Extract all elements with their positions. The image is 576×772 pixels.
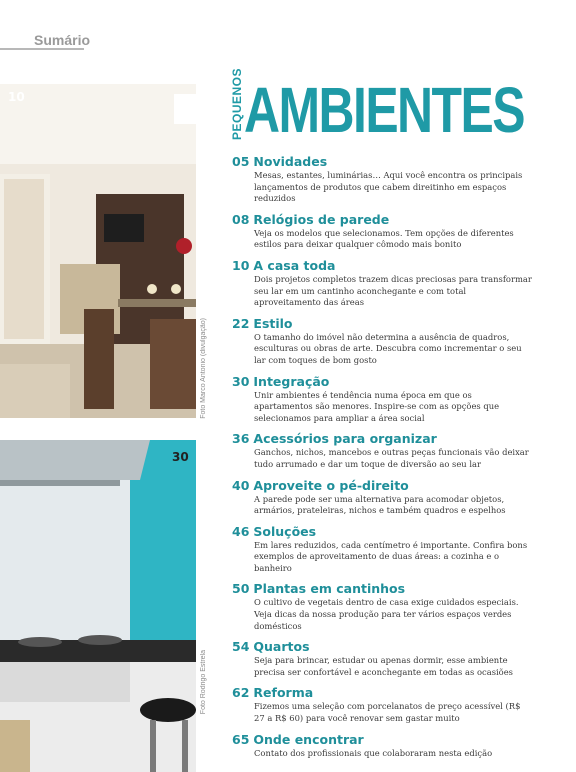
photo-credit: Foto Rodrigo Estrela: [200, 650, 207, 715]
toc-description: Mesas, estantes, luminárias… Aqui você encontra os principais lançamentos de produtos que cabem direitinho em espaços reduzidos: [254, 170, 523, 204]
toc-item: [232, 212, 532, 251]
header-title: AMBIENTES: [244, 74, 524, 146]
toc-item-title: [232, 154, 532, 170]
photo-page-number: 30: [172, 450, 189, 464]
toc-description: O cultivo de vegetais dentro de casa exige cuidados especiais. Veja dicas da nossa produção para ter vários espaços verdes domésticos: [254, 597, 519, 631]
toc-page-number: 50: [232, 581, 250, 597]
magazine-header: [228, 67, 524, 146]
toc-title-text: Reforma: [253, 685, 314, 701]
section-label: Sumário: [34, 32, 91, 48]
section-rule: [0, 48, 84, 50]
toc-description: Unir ambientes é tendência numa época em que os apartamentos são menores. Inspire-se com as opções que selecionamos para ampliar a área social: [254, 389, 500, 423]
toc-description: Dois projetos completos trazem dicas preciosas para transformar seu lar em um cantinho aconchegante e com total aproveitamento das áreas: [254, 273, 532, 308]
toc-item-title: [232, 316, 532, 332]
header-small-text: PEQUENOS: [230, 67, 244, 140]
toc-item: [232, 524, 532, 575]
toc-title-text: Soluções: [253, 523, 317, 539]
toc-page-number: 08: [232, 211, 250, 227]
toc-item: [232, 732, 532, 760]
toc-item-title: [232, 212, 532, 228]
toc-description: Veja os modelos que selecionamos. Tem opções de diferentes estilos para deixar qualquer cômodo mais bonito: [254, 227, 514, 250]
toc-item-title: [232, 639, 532, 655]
toc-description: Seja para brincar, estudar ou apenas dormir, esse ambiente precisa ser confortável e aconchegante em todas as ocasiões: [254, 655, 513, 677]
toc-item-title: [232, 524, 532, 540]
toc-page-number: 30: [232, 373, 250, 389]
photo-credit: Foto Marco Antonio (divulgação): [200, 318, 207, 419]
toc-item: [232, 685, 532, 724]
toc-page-number: 65: [232, 731, 250, 747]
toc-title-text: Relógios de parede: [253, 211, 390, 227]
toc-title-text: Aproveite o pé-direito: [253, 477, 409, 493]
toc-title-text: Novidades: [253, 154, 328, 169]
toc-page-number: 54: [232, 639, 250, 655]
toc-page-number: 46: [232, 523, 250, 539]
toc-description: Ganchos, nichos, mancebos e outras peças funcionais vão deixar tudo arrumado e dar um toque de diversão ao seu lar: [254, 447, 529, 469]
header-small: [228, 67, 244, 142]
toc-title-text: Estilo: [253, 315, 293, 331]
toc-title-text: Integração: [253, 373, 330, 389]
table-of-contents: [232, 154, 532, 766]
toc-page-number: 62: [232, 685, 250, 701]
toc-item-title: [232, 478, 532, 494]
toc-page-number: 36: [232, 431, 250, 447]
toc-item-title: [232, 581, 532, 597]
kitchen-photo: [0, 440, 196, 772]
toc-item-title: [232, 685, 532, 701]
photo-page-number: 10: [8, 90, 25, 104]
toc-item: [232, 316, 532, 367]
toc-item-title: [232, 258, 532, 274]
toc-item: [232, 154, 532, 205]
toc-page-number: 40: [232, 477, 250, 493]
toc-item: [232, 431, 532, 470]
toc-page-number: 05: [232, 154, 250, 169]
toc-item-title: [232, 374, 532, 390]
toc-item-title: [232, 732, 532, 748]
toc-item: [232, 374, 532, 425]
toc-item: [232, 581, 532, 632]
toc-title-text: Acessórios para organizar: [253, 431, 437, 447]
toc-item: [232, 258, 532, 309]
toc-title-text: Quartos: [253, 639, 310, 655]
toc-description: Contato dos profissionais que colaboraram nesta edição: [254, 747, 493, 758]
toc-description: A parede pode ser uma alternativa para acomodar objetos, armários, prateleiras, nichos e também quadros e espelhos: [254, 493, 506, 516]
toc-item: [232, 639, 532, 678]
toc-item: [232, 478, 532, 517]
toc-description: Em lares reduzidos, cada centímetro é importante. Confira bons exemplos de aproveitamento de duas áreas: a cozinha e o banheiro: [254, 539, 528, 573]
living-room-photo: [0, 84, 196, 418]
toc-description: O tamanho do imóvel não determina a ausência de quadros, esculturas ou obras de arte. Descubra como incrementar o seu lar com toques de bom gosto: [254, 331, 522, 365]
toc-title-text: A casa toda: [253, 257, 336, 273]
toc-description: Fizemos uma seleção com porcelanatos de preço acessível (R$ 27 a R$ 60) para você renovar sem gastar muito: [254, 701, 521, 724]
toc-title-text: Onde encontrar: [253, 731, 364, 747]
toc-page-number: 10: [232, 257, 250, 273]
toc-title-text: Plantas em cantinhos: [253, 581, 406, 597]
toc-item-title: [232, 431, 532, 447]
toc-page-number: 22: [232, 315, 250, 331]
